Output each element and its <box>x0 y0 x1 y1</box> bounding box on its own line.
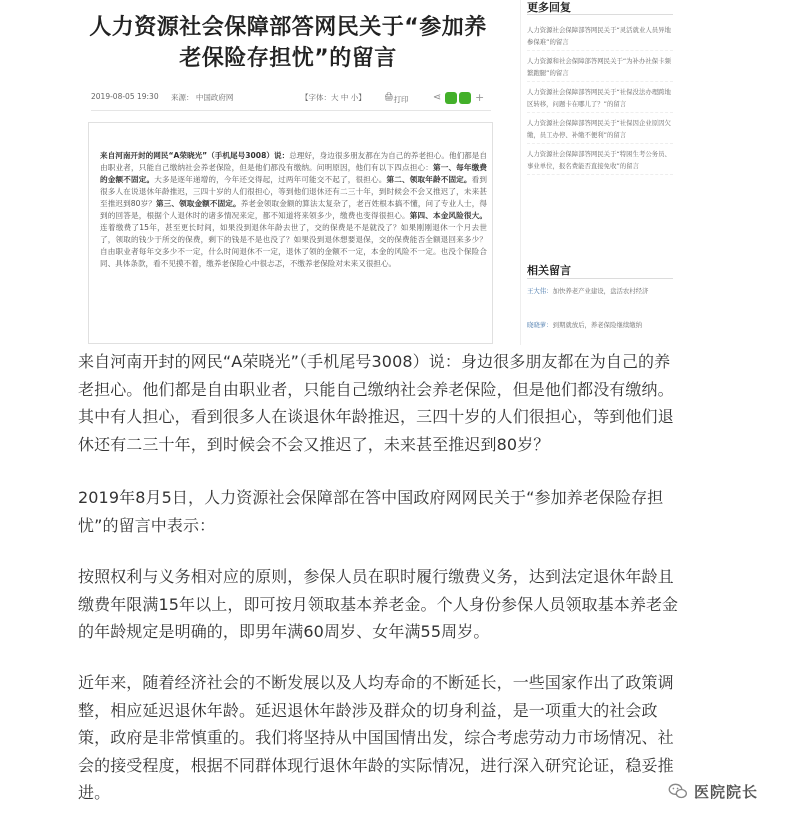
more-share-icon[interactable]: + <box>475 91 485 104</box>
account-watermark <box>668 778 758 804</box>
comment-user[interactable]: 晓晓萝： <box>527 321 553 329</box>
more-reply-link[interactable]: 人力资源社会保障部答网民关于“社保没法办理跨地区转移，问题卡在哪儿了？”的留言 <box>527 86 673 113</box>
paragraph-pension-rules: 按照权利与义务相对应的原则，参保人员在职时履行缴费义务，达到法定退休年龄且缴费年限满15年以上，即可按月领取基本养老金。个人身份参保人员领取基本养老金的年龄规定是明确的，即男年满60周岁、女年满55周岁。 <box>78 567 679 641</box>
more-reply-link[interactable]: 人力资源社会保障部答网民关于“社保因企业原因欠缴，员工办停、补缴不便利”的留言 <box>527 117 673 144</box>
message-text: 养老金领取金额的算法太复杂了，老百姓根本搞不懂，问了专业人士，得到的回答是，根据个人退休时的诸多情况来定，都不知道将来领多少，缴费也变得很担心。 <box>100 199 488 220</box>
paragraph-ministry-reply-intro: 2019年8月5日，人力资源社会保障部在答中国政府网网民关于“参加养老保险存担忧”的留言中表示： <box>78 488 664 535</box>
sidebar-divider <box>527 278 673 279</box>
message-body <box>100 150 487 270</box>
more-replies-heading: 更多回复 <box>527 1 571 14</box>
more-reply-link[interactable]: 人力资源社会保障部答网民关于“特困生考公务员、事业单位，报名费能否直接免收”的留言 <box>527 148 673 175</box>
message-text: 大多是逐年递增的，今年还交得起，过两年可能交不起了，很担心。 <box>154 175 387 184</box>
comment-item <box>527 320 673 331</box>
screenshot-title: 人力资源社会保障部答网民关于“参加养老保险存担忧”的留言 <box>89 15 487 71</box>
article-meta <box>91 90 491 104</box>
print-link[interactable]: 🖨 打印 <box>384 92 409 104</box>
wechat-icon <box>668 781 688 801</box>
message-highlight: 第四、本金风险很大。 <box>409 211 487 220</box>
publish-date: 2019-08-05 19:30 <box>91 92 159 101</box>
comment-text: 加快养老产业建设，盘活农村经济 <box>552 287 649 295</box>
print-label: 打印 <box>393 95 409 104</box>
watermark-text: 医院院长 <box>694 782 759 801</box>
more-replies-list <box>527 24 673 179</box>
message-text: 总理好，身边很多朋友都在为自己的养老担心。他们都是自由职业者，只能自己缴纳社会养老保险，但是他们都没有缴纳。问明原因，他们有以下四点担心： <box>100 151 487 172</box>
more-reply-link[interactable]: 人力资源和社会保障部答网民关于“为补办社保卡频繁跑腿”的留言 <box>527 55 673 82</box>
comment-user[interactable]: 王大伟： <box>527 287 553 295</box>
message-text: 连着缴费了15年，甚至更长时间，如果没到退休年龄去世了，交的保费是不是就没了？如果刚刚退休一个月去世了，领取的钱少于所交的保费，剩下的钱是不是也没了？如果没到退休想要退保，交的保费能否全额退回来多少？自由职业者每年交多少不一定，什么时间退休不一定，退休了领的金额不一定，本金的风险不一定。也没个保险合同、具体条款，看不见摸不着，缴养老保险心中很忐忑，不缴养老保险对未来又很担心。 <box>100 223 487 268</box>
screenshot-sidebar <box>520 0 678 345</box>
message-highlight: 第一、每年缴费的金额不固定。 <box>100 163 488 184</box>
paragraph-retirement-policy: 近年来，随着经济社会的不断发展以及人均寿命的不断延长，一些国家作出了政策调整，相应延迟退休年龄。延迟退休年龄涉及群众的切身利益，是一项重大的社会政策，政府是非常慎重的。我们将坚持从中国国情出发，综合考虑劳动力市场情况、社会的接受程度，根据不同群体现行退休年龄的实际情况，进行深入研究论证，稳妥推进。 <box>78 673 674 802</box>
message-text: 看到很多人在说退休年龄推迟，三四十岁的人们很担心，等到他们退休还有二三十年，到时候会不会又推迟了，未来甚至推迟到80岁？ <box>100 175 488 208</box>
share-icon[interactable]: ⋖ <box>432 92 442 103</box>
more-reply-link[interactable]: 人力资源社会保障部答网民关于“灵活就业人员异地参保难”的留言 <box>527 24 673 51</box>
message-highlight: 第二、领取年龄不固定。 <box>386 175 472 184</box>
sidebar-divider <box>527 14 673 15</box>
wechat-share-icon[interactable] <box>445 92 457 104</box>
comment-item <box>527 286 673 297</box>
screenshot-main-column <box>78 0 498 345</box>
moments-share-icon[interactable] <box>459 92 471 104</box>
message-highlight: 第三、领取金额不固定。 <box>155 199 241 208</box>
paragraph-netizen-message: 来自河南开封的网民“A荣晓光”（手机尾号3008）说：身边很多朋友都在为自己的养老担心。他们都是自由职业者，只能自己缴纳社会养老保险，但是他们都没有缴纳。其中有人担心，看到很多人在谈退休年龄推迟，三四十岁的人们很担心，等到他们退休还有二三十年，到时候会不会又推迟了，未来甚至推迟到80岁？ <box>78 352 674 454</box>
related-messages-heading: 相关留言 <box>527 264 571 277</box>
article-source: 来源： 中国政府网 <box>171 93 234 102</box>
meta-divider <box>91 110 491 111</box>
embedded-article-screenshot <box>78 0 678 345</box>
font-size-switch[interactable]: 【字体：大 中 小】 <box>301 93 366 102</box>
message-highlight: 来自河南开封的网民“A荣晓光”（手机尾号3008）说： <box>100 151 290 160</box>
comment-text: 到期就放后，养老保险继续缴纳 <box>552 321 643 329</box>
